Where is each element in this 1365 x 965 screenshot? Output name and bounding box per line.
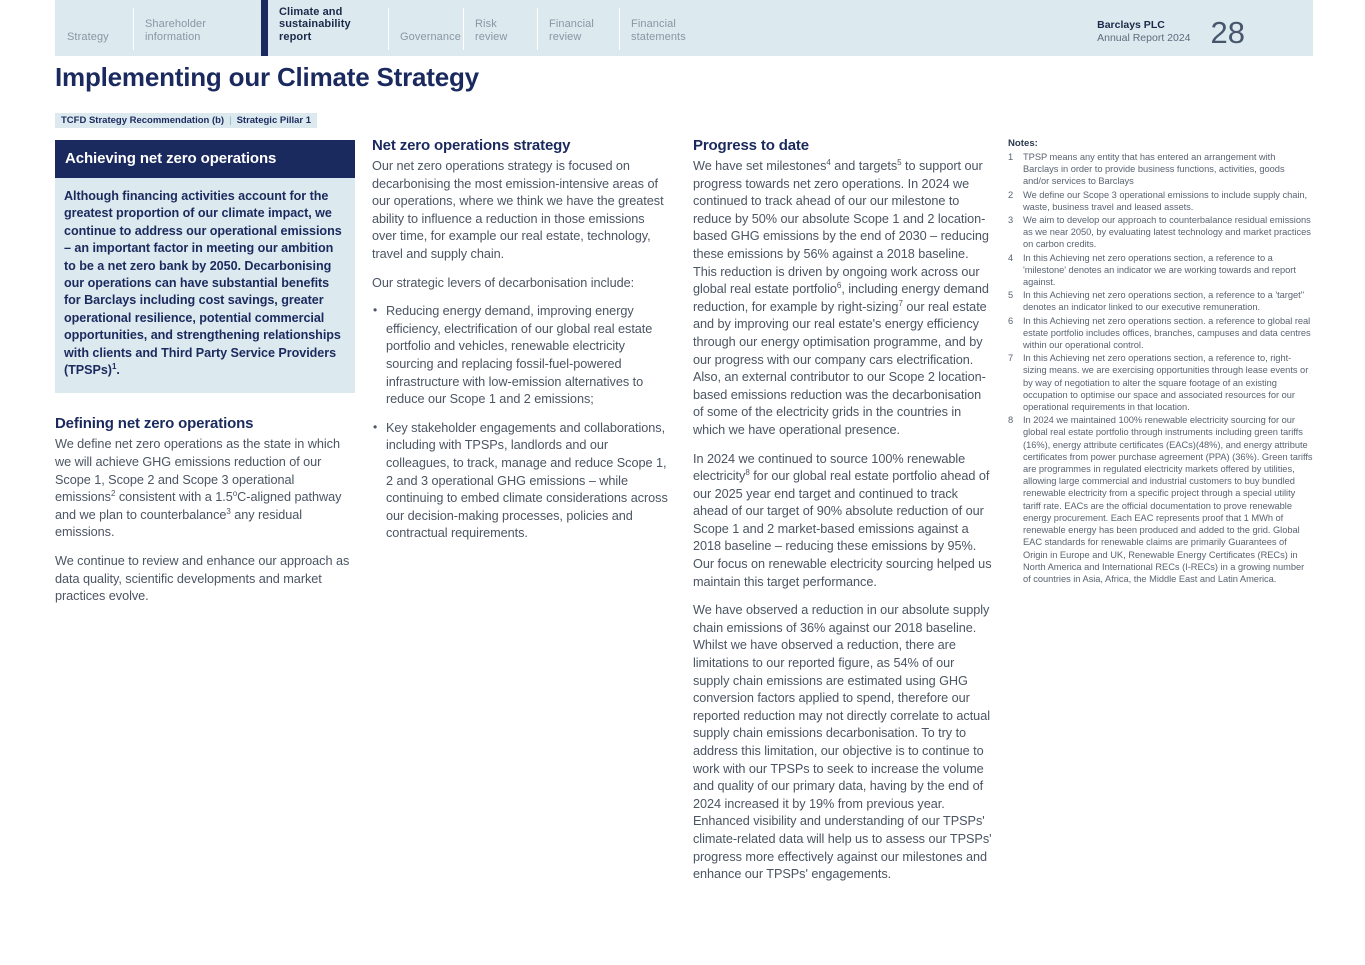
nav-tab-label-line2: sustainability report: [279, 18, 351, 43]
badge-divider-icon: |: [229, 115, 232, 126]
note-item: [1008, 289, 1313, 313]
page-number: 28: [1210, 15, 1245, 50]
tcfd-badge-recommendation: TCFD Strategy Recommendation (b): [61, 115, 225, 126]
nav-tab-label: Strategy: [67, 30, 109, 43]
note-number: 8: [1008, 415, 1014, 426]
report-name: Annual Report 2024: [1097, 31, 1191, 44]
note-number: 5: [1008, 290, 1014, 301]
defining-paragraph-2: We continue to review and enhance our approach as data quality, scientific developments and market practices evolve.: [55, 554, 350, 604]
nav-tab-label-line1: Climate and: [279, 5, 343, 18]
strategy-paragraph-1: Our net zero operations strategy is focused on decarbonising the most emission-intensive areas of our operations, where we think we have the greatest ability to influence a reduction in those emissions over time, for example our real estate, technology, travel and supply chain.: [372, 159, 664, 261]
note-number: 7: [1008, 353, 1014, 364]
defining-net-zero-heading: Defining net zero operations: [55, 415, 254, 433]
note-text: In this Achieving net zero operations section. a reference to global real estate portfolio includes offices, branches, campuses and data centres within our operational control.: [1023, 315, 1311, 351]
note-item: [1008, 151, 1313, 188]
note-number: 6: [1008, 315, 1014, 326]
defining-p1-part-d: any residual emissions.: [55, 507, 303, 540]
defining-p1-part-a: We define net zero operations as the state in which we will achieve GHG emissions reduction of our Scope 1, Scope 2 and Scope 3 operational emissions: [55, 437, 340, 505]
callout-body-text: Although financing activities account for the greatest proportion of our climate impact, we continue to address our operational emissions – an important factor in meeting our ambition to be a net zero bank by 2050. Decarbonising our operations can have substantial benefits for Barclays including cost savings, greater operational resilience, potential commercial opportunities, and strengthening relationships with clients and Third Party Service Providers (TPSPs): [64, 189, 342, 378]
nav-tab-shareholder-information[interactable]: [133, 0, 261, 56]
callout-body: [55, 178, 355, 393]
note-item: [1008, 352, 1313, 413]
footnote-ref-8[interactable]: 8: [745, 467, 750, 477]
list-item: • Key stakeholder engagements and collaborations, including with TPSPs, landlords and our colleagues, to track, manage and reduce Scope 1, 2 and 3 operational GHG emissions – while continuing to embed climate considerations across our decision-making processes, policies and contractual requirements.: [372, 420, 669, 543]
note-item: [1008, 252, 1313, 289]
footnote-ref-1[interactable]: 1: [111, 361, 117, 371]
note-number: 4: [1008, 252, 1014, 263]
note-number: 1: [1008, 152, 1014, 162]
progress-p1-part-d: , including energy demand reduction, for example by right-sizing: [693, 282, 989, 314]
progress-p1-part-b: and targets: [830, 159, 898, 173]
tcfd-badge-pillar: Strategic Pillar 1: [236, 115, 312, 126]
note-text: In this Achieving net zero operations section, a reference to, right-sizing means. we are exercising opportunities through lease events or by way of negotiation to alter the square footage of an existing occupation to optimise our space and associated resources for our operational requirements in that location.: [1023, 353, 1309, 413]
nav-tab-climate-and-sustainability-report[interactable]: [261, 0, 388, 56]
brand-name: Barclays PLC: [1097, 19, 1165, 31]
nav-tab-financial-review[interactable]: [537, 0, 619, 56]
nav-tab-risk-review[interactable]: [463, 0, 537, 56]
nav-tab-strategy[interactable]: [55, 0, 133, 56]
note-text: We define our Scope 3 operational emissions to include supply chain, waste, business travel and leased assets.: [1023, 189, 1308, 212]
column-one: [55, 140, 355, 606]
tcfd-badge: [55, 113, 317, 128]
progress-to-date-heading: Progress to date: [693, 137, 809, 154]
nav-tab-label: Governance: [400, 30, 461, 43]
section-nav-bar: [55, 0, 1313, 56]
footnote-ref-4[interactable]: 4: [826, 157, 831, 167]
nav-tab-governance[interactable]: [388, 0, 463, 56]
column-two: [372, 137, 669, 554]
progress-p2-part-a: In 2024 we continued to source 100% renewable electricity: [693, 451, 966, 484]
progress-p1-part-a: We have set milestones: [693, 159, 827, 173]
footnote-ref-7[interactable]: 7: [898, 298, 903, 308]
nav-tab-label-line1: Financial: [549, 18, 594, 30]
progress-paragraph-2: [693, 451, 993, 592]
nav-tab-label-line1: Shareholder: [145, 18, 207, 30]
net-zero-strategy-heading: Net zero operations strategy: [372, 137, 571, 154]
progress-p1-part-e: our real estate and by improving our real estate's energy efficiency through our energy optimisation programme, and by our progress with our company cars electrification. Also, an external contributor to our Scope 2 location-based emissions reduction was the decarbonisation of some of the electricity grids in the countries in which we have operational presence.: [693, 299, 987, 437]
note-text: In this Achieving net zero operations section, a reference to a 'milestone' denotes an indicator we are working towards and report against.: [1023, 252, 1296, 288]
note-number: 2: [1008, 189, 1014, 200]
note-number: 3: [1008, 215, 1014, 226]
nav-tab-label-line2: review: [475, 30, 508, 43]
nav-tab-financial-statements[interactable]: [619, 0, 699, 56]
nav-tab-label-line2: review: [549, 30, 582, 43]
footnote-ref-3[interactable]: 3: [226, 506, 231, 516]
footnote-ref-5[interactable]: 5: [897, 157, 902, 167]
notes-heading: Notes:: [1008, 138, 1038, 149]
defining-p1-part-c: C-aligned pathway and we plan to counterbalance: [55, 490, 342, 522]
note-item: [1008, 414, 1313, 585]
notes-column: [1008, 138, 1313, 586]
note-text: TPSP means any entity that has entered an arrangement with Barclays in order to provide business functions, activities, goods and/or services to Barclays: [1023, 152, 1285, 187]
nav-tab-label-line2: statements: [631, 30, 686, 43]
brand-text: [1097, 19, 1190, 44]
report-identifier: [1097, 14, 1245, 50]
note-text: In 2024 we maintained 100% renewable electricity sourcing for our global real estate portfolio through instruments including green tariffs (16%), energy attribute certificates (EACs)(48%), and energy attribute certificates from power purchase agreement (PPA) (36%). Green tariffs are programmes in regulated electricity markets offered by utilities, allowing large commercial and industrial customers to buy bundled renewable electricity from a specific project through a special utility tariff rate. EACs are the official documentation to prove renewable energy procurement. Each EAC represents proof that 1 MWh of renewable energy has been produced and added to the grid. Global EAC standards for renewable claims are primarily Guarantees of Origin in Europe and UK, Renewable Energy Certificates (RECs) in North America and International RECs (I-RECs) in a growing number of countries in Asia, Africa, the Middle East and Latin America.: [1023, 415, 1313, 584]
nav-tab-label-line1: Financial: [631, 18, 676, 30]
nav-tab-label-line1: Risk: [475, 18, 497, 30]
nav-tab-label-line2: information: [145, 30, 201, 43]
callout-heading: Achieving net zero operations: [55, 140, 355, 178]
defining-p1-part-b: consistent with a 1.5: [115, 490, 233, 505]
progress-paragraph-1: [693, 158, 993, 440]
note-item: [1008, 315, 1313, 352]
defining-paragraph-1: [55, 436, 355, 542]
page-title: Implementing our Climate Strategy: [55, 62, 479, 92]
progress-p1-part-c: to support our progress towards net zero operations. In 2024 we continued to track ahead of our our milestone to reduce by 50% our absolute Scope 1 and 2 location-based GHG emissions by the end of 2030 – reducing these emissions by 56% against a 2018 baseline. This reduction is driven by ongoing work across our global real estate portfolio: [693, 159, 989, 297]
note-text: We aim to develop our approach to counterbalance residual emissions as we near 2050, by evaluating latest technology and market practices on carbon credits.: [1023, 215, 1311, 250]
footnote-ref-6[interactable]: 6: [836, 280, 842, 290]
note-item: [1008, 189, 1313, 213]
column-three: [693, 137, 993, 884]
progress-paragraph-3: We have observed a reduction in our absolute supply chain emissions of 36% against our 2018 baseline. Whilst we have observed a reduction, there are limitations to our reported figure, as 54% of our supply chain emissions are estimated using GHG conversion factors applied to spend, therefore our reported reduction may not directly correlate to actual supply chain emissions decarbonisation. To try to address this limitation, our objective is to continue to work with our TPSPs to seek to increase the volume and quality of our primary data, having by the end of 2024 increased it by 19% from previous year. Enhanced visibility and understanding of our TPSPs' climate-related data will help us to assess our TPSPs' progress more effectively against our milestones and enhance our TPSPs' engagements.: [693, 603, 992, 882]
note-text: In this Achieving net zero operations section, a reference to a 'target'' denotes an indicator linked to our executive remuneration.: [1023, 290, 1305, 313]
footnote-ref-2[interactable]: 2: [110, 489, 116, 499]
note-item: [1008, 214, 1313, 251]
degree-symbol: o: [232, 489, 238, 499]
list-item: • Reducing energy demand, improving energy efficiency, electrification of our global real estate portfolio and vehicles, renewable electricity sourcing and replacing fossil-fuel-powered infrastructure with low-emission alternatives to reduce our Scope 1 and 2 emissions;: [372, 303, 669, 409]
achieving-net-zero-callout: [55, 140, 355, 393]
progress-p2-part-b: for our global real estate portfolio ahead of our 2025 year end target and continued to track ahead of our target of 90% absolute reduction of our Scope 1 and 2 market-based emissions against a 2018 baseline – reducing these emissions by 95%. Our focus on renewable electricity sourcing helped us maintain this target performance.: [693, 469, 992, 589]
strategy-paragraph-2: Our strategic levers of decarbonisation include:: [372, 275, 635, 290]
strategic-levers-list: [372, 303, 669, 543]
callout-body-suffix: .: [116, 363, 120, 378]
